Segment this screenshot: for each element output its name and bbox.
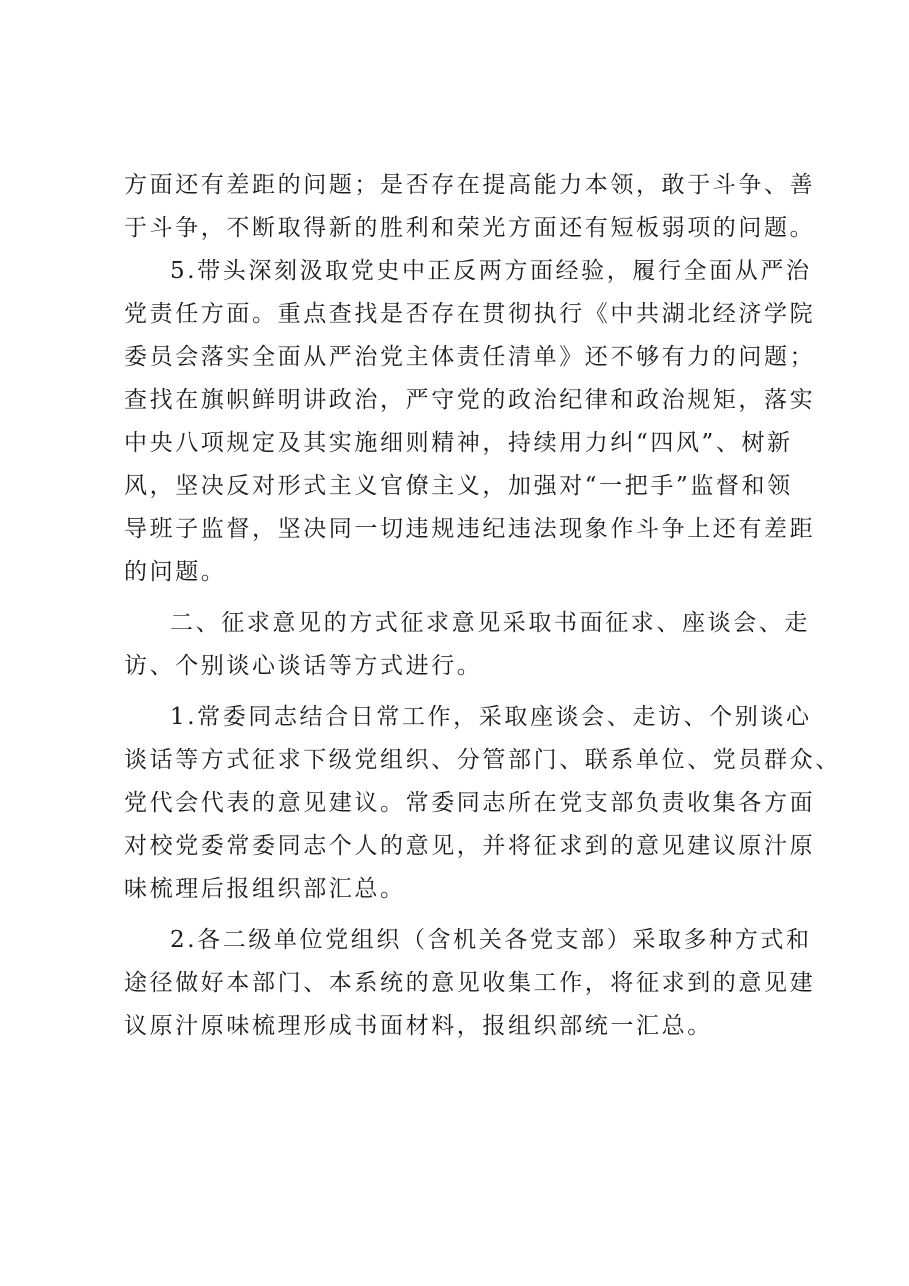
paragraph-item-1 (124, 696, 841, 911)
text-line: 中央八项规定及其实施细则精神，持续用力纠“四风”、树新 (124, 430, 793, 456)
text-line: 查找在旗帜鲜明讲政治，严守党的政治纪律和政治规矩，落实 (124, 387, 816, 413)
text-line: 导班子监督，坚决同一切违规违纪违法现象作斗争上还有差距 (124, 516, 816, 542)
text-line: 5.带头深刻汲取党史中正反两方面经验，履行全面从严治 (170, 258, 812, 284)
text-line: 议原汁原味梳理形成书面材料，报组织部统一汇总。 (124, 1013, 713, 1039)
paragraph-item-2 (124, 919, 814, 1048)
text-line: 对校党委常委同志个人的意见，并将征求到的意见建议原汁原 (124, 833, 816, 859)
text-line: 党代会代表的意见建议。常委同志所在党支部负责收集各方面 (124, 790, 816, 816)
text-line: 二、征求意见的方式征求意见采取书面征求、座谈会、走 (170, 610, 810, 636)
text-line: 风，坚决反对形式主义官僚主义，加强对“一把手”监督和领 (124, 473, 793, 499)
paragraph-item-5 (124, 250, 814, 594)
text-line: 方面还有差距的问题；是否存在提高能力本领，敢于斗争、善 (124, 172, 816, 198)
text-line: 途径做好本部门、本系统的意见收集工作，将征求到的意见建 (124, 970, 816, 996)
text-line: 委员会落实全面从严治党主体责任清单》还不够有力的问题； (124, 344, 816, 370)
paragraph-continuation (124, 164, 814, 250)
paragraph-gap (124, 688, 814, 696)
section-heading-paragraph (124, 602, 814, 688)
text-line: 党责任方面。重点查找是否存在贯彻执行《中共湖北经济学院 (124, 301, 816, 327)
document-body (124, 164, 841, 1048)
text-line: 访、个别谈心谈话等方式进行。 (124, 653, 483, 679)
paragraph-gap (124, 911, 814, 919)
text-line: 味梳理后报组织部汇总。 (124, 876, 406, 902)
text-line: 2.各二级单位党组织（含机关各党支部）采取多种方式和 (170, 927, 812, 953)
text-line: 的问题。 (124, 559, 227, 585)
paragraph-gap (124, 594, 814, 602)
text-line: 1.常委同志结合日常工作，采取座谈会、走访、个别谈心 (170, 704, 812, 730)
text-line: 谈话等方式征求下级党组织、分管部门、联系单位、党员群众、 (124, 747, 841, 773)
text-line: 于斗争，不断取得新的胜利和荣光方面还有短板弱项的问题。 (124, 215, 816, 241)
